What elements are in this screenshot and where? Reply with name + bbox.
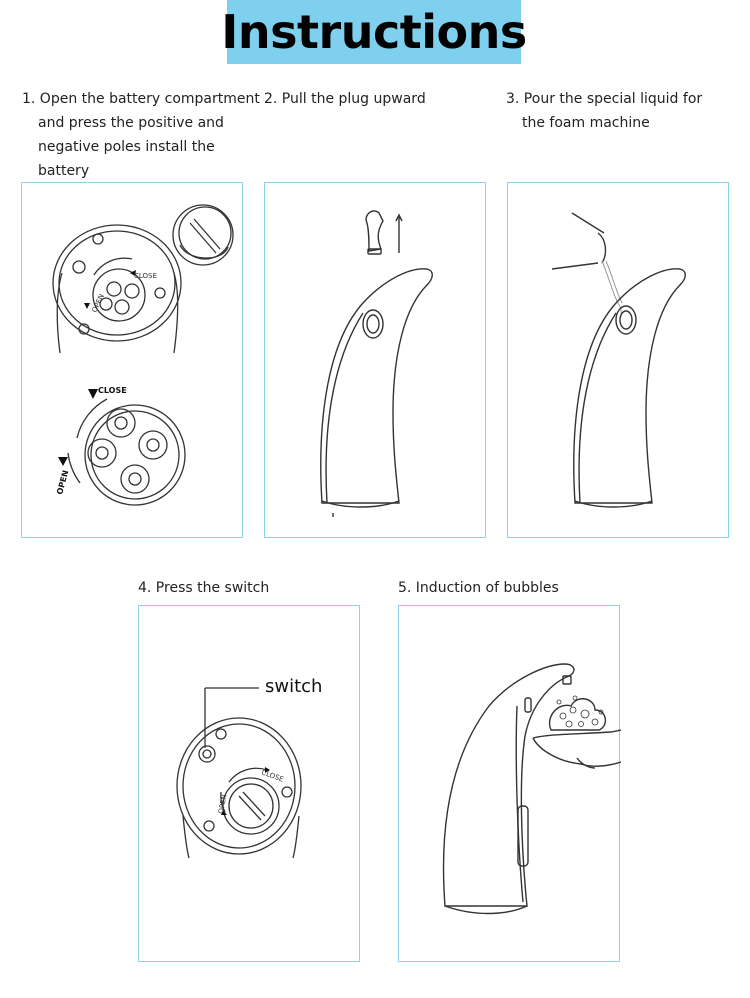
close-label: CLOSE [260,768,285,784]
step-5-text [398,576,559,600]
battery-cover [223,778,279,834]
switch-button [199,746,215,762]
step-2-line-1: 2. Pull the plug upward [264,91,426,107]
step-5-line-1: 5. Induction of bubbles [398,580,559,596]
page-title: Instructions [221,5,527,59]
battery-illustration [22,183,244,539]
base-rim-outer [177,718,301,854]
opening [363,310,383,338]
open-label-small: OPEN [90,292,107,314]
plug [366,211,383,251]
panel-battery [21,182,243,538]
dispenser-body [321,269,432,503]
open-arrow-small [84,303,90,309]
opening [616,306,636,334]
step-4-text [138,576,269,600]
panel-switch [138,605,360,962]
hand-palm [533,738,621,766]
bottle-bottom [552,263,598,269]
close-label: CLOSE [98,386,127,395]
bubbles-illustration [399,606,621,963]
step-1-line-1: 1. Open the battery compartment [22,91,260,107]
step-1-line-4: battery [38,163,90,179]
hand-top [533,730,621,738]
base-rim-inner [183,724,295,848]
step-4-line-1: 4. Press the switch [138,580,270,596]
dispenser-body [574,269,685,503]
panel-pull-plug [264,182,486,538]
step-1-line-3: negative poles install the [38,139,215,155]
step-2-text [264,87,426,111]
step-3-text [506,87,702,135]
switch-label: switch [265,676,323,697]
dispenser-body [444,664,574,906]
panel-bubbles [398,605,620,962]
panel-pour-liquid [507,182,729,538]
step-3-line-2: the foam machine [522,115,650,131]
pour-liquid-illustration [508,183,730,539]
open-arc [68,453,80,483]
cap-outer [173,205,233,265]
open-arrow-icon [58,457,68,466]
close-arrow-icon [88,389,98,399]
rotate-arc [94,258,132,275]
bottle-top [572,213,604,233]
open-label: OPEN [55,469,71,496]
switch-illustration [139,606,361,963]
switch-knob-small [73,261,85,273]
close-arc [77,399,107,438]
open-label: OPEN [217,793,229,815]
title-banner [221,0,527,64]
close-label-small: CLOSE [134,272,157,280]
step-3-line-1: 3. Pour the special liquid for [506,91,703,107]
step-1-text [22,87,260,183]
step-1-line-2: and press the positive and [38,115,224,131]
pull-plug-illustration [265,183,487,539]
